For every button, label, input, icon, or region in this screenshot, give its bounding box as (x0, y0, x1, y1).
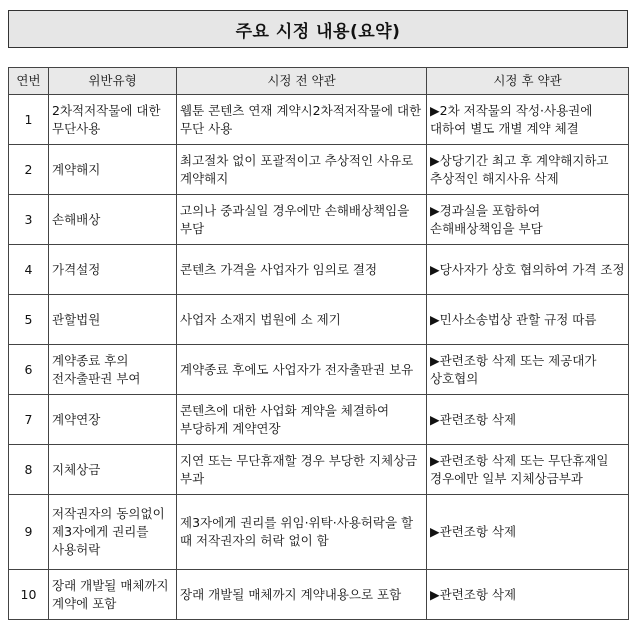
row-before-terms: 장래 개발될 매체까지 계약내용으로 포함 (177, 570, 427, 620)
row-after-terms: ▶관련조항 삭제 (427, 570, 629, 620)
row-before-terms: 고의나 중과실일 경우에만 손해배상책임을 부담 (177, 195, 427, 245)
row-before-terms: 지연 또는 무단휴재할 경우 부당한 지체상금 부과 (177, 445, 427, 495)
row-violation-type: 2차적저작물에 대한 무단사용 (49, 95, 177, 145)
row-after-terms: ▶2차 저작물의 작성·사용권에 대하여 별도 개별 계약 체결 (427, 95, 629, 145)
header-violation-type: 위반유형 (49, 68, 177, 95)
table-row (9, 495, 629, 570)
row-violation-type: 계약연장 (49, 395, 177, 445)
row-no: 1 (9, 95, 49, 145)
row-violation-type: 장래 개발될 매체까지 계약에 포함 (49, 570, 177, 620)
row-after-terms: ▶당사자가 상호 협의하여 가격 조정 (427, 245, 629, 295)
row-no: 3 (9, 195, 49, 245)
header-no: 연번 (9, 68, 49, 95)
row-before-terms: 제3자에게 권리를 위임·위탁·사용허락을 할 때 저작권자의 허락 없이 함 (177, 495, 427, 570)
row-before-terms: 사업자 소재지 법원에 소 제기 (177, 295, 427, 345)
row-no: 7 (9, 395, 49, 445)
table-row (9, 245, 629, 295)
table-row (9, 95, 629, 145)
row-before-terms: 최고절차 없이 포괄적이고 추상적인 사유로 계약해지 (177, 145, 427, 195)
row-after-terms: ▶민사소송법상 관할 규정 따름 (427, 295, 629, 345)
table-row (9, 570, 629, 620)
row-violation-type: 지체상금 (49, 445, 177, 495)
row-before-terms: 계약종료 후에도 사업자가 전자출판권 보유 (177, 345, 427, 395)
row-no: 10 (9, 570, 49, 620)
table-row (9, 295, 629, 345)
row-violation-type: 가격설정 (49, 245, 177, 295)
table-header-row (9, 68, 629, 95)
row-before-terms: 콘텐츠에 대한 사업화 계약을 체결하여 부당하게 계약연장 (177, 395, 427, 445)
row-no: 6 (9, 345, 49, 395)
row-after-terms: ▶관련조항 삭제 또는 제공대가 상호협의 (427, 345, 629, 395)
row-no: 5 (9, 295, 49, 345)
row-after-terms: ▶경과실을 포함하여 손해배상책임을 부담 (427, 195, 629, 245)
row-after-terms: ▶상당기간 최고 후 계약해지하고 추상적인 해지사유 삭제 (427, 145, 629, 195)
row-before-terms: 웹툰 콘텐츠 연재 계약시2차적저작물에 대한 무단 사용 (177, 95, 427, 145)
row-after-terms: ▶관련조항 삭제 또는 무단휴재일 경우에만 일부 지체상금부과 (427, 445, 629, 495)
row-violation-type: 관할법원 (49, 295, 177, 345)
header-before-terms: 시정 전 약관 (177, 68, 427, 95)
page-title: 주요 시정 내용(요약) (8, 10, 628, 48)
row-violation-type: 계약종료 후의 전자출판권 부여 (49, 345, 177, 395)
row-no: 2 (9, 145, 49, 195)
row-no: 9 (9, 495, 49, 570)
table-row (9, 195, 629, 245)
table-row (9, 395, 629, 445)
header-after-terms: 시정 후 약관 (427, 68, 629, 95)
row-violation-type: 계약해지 (49, 145, 177, 195)
row-violation-type: 손해배상 (49, 195, 177, 245)
row-after-terms: ▶관련조항 삭제 (427, 495, 629, 570)
corrections-table (8, 67, 629, 620)
table-row (9, 345, 629, 395)
row-no: 4 (9, 245, 49, 295)
table-row (9, 445, 629, 495)
row-no: 8 (9, 445, 49, 495)
row-before-terms: 콘텐츠 가격을 사업자가 임의로 결정 (177, 245, 427, 295)
table-row (9, 145, 629, 195)
row-violation-type: 저작권자의 동의없이 제3자에게 권리를 사용허락 (49, 495, 177, 570)
row-after-terms: ▶관련조항 삭제 (427, 395, 629, 445)
